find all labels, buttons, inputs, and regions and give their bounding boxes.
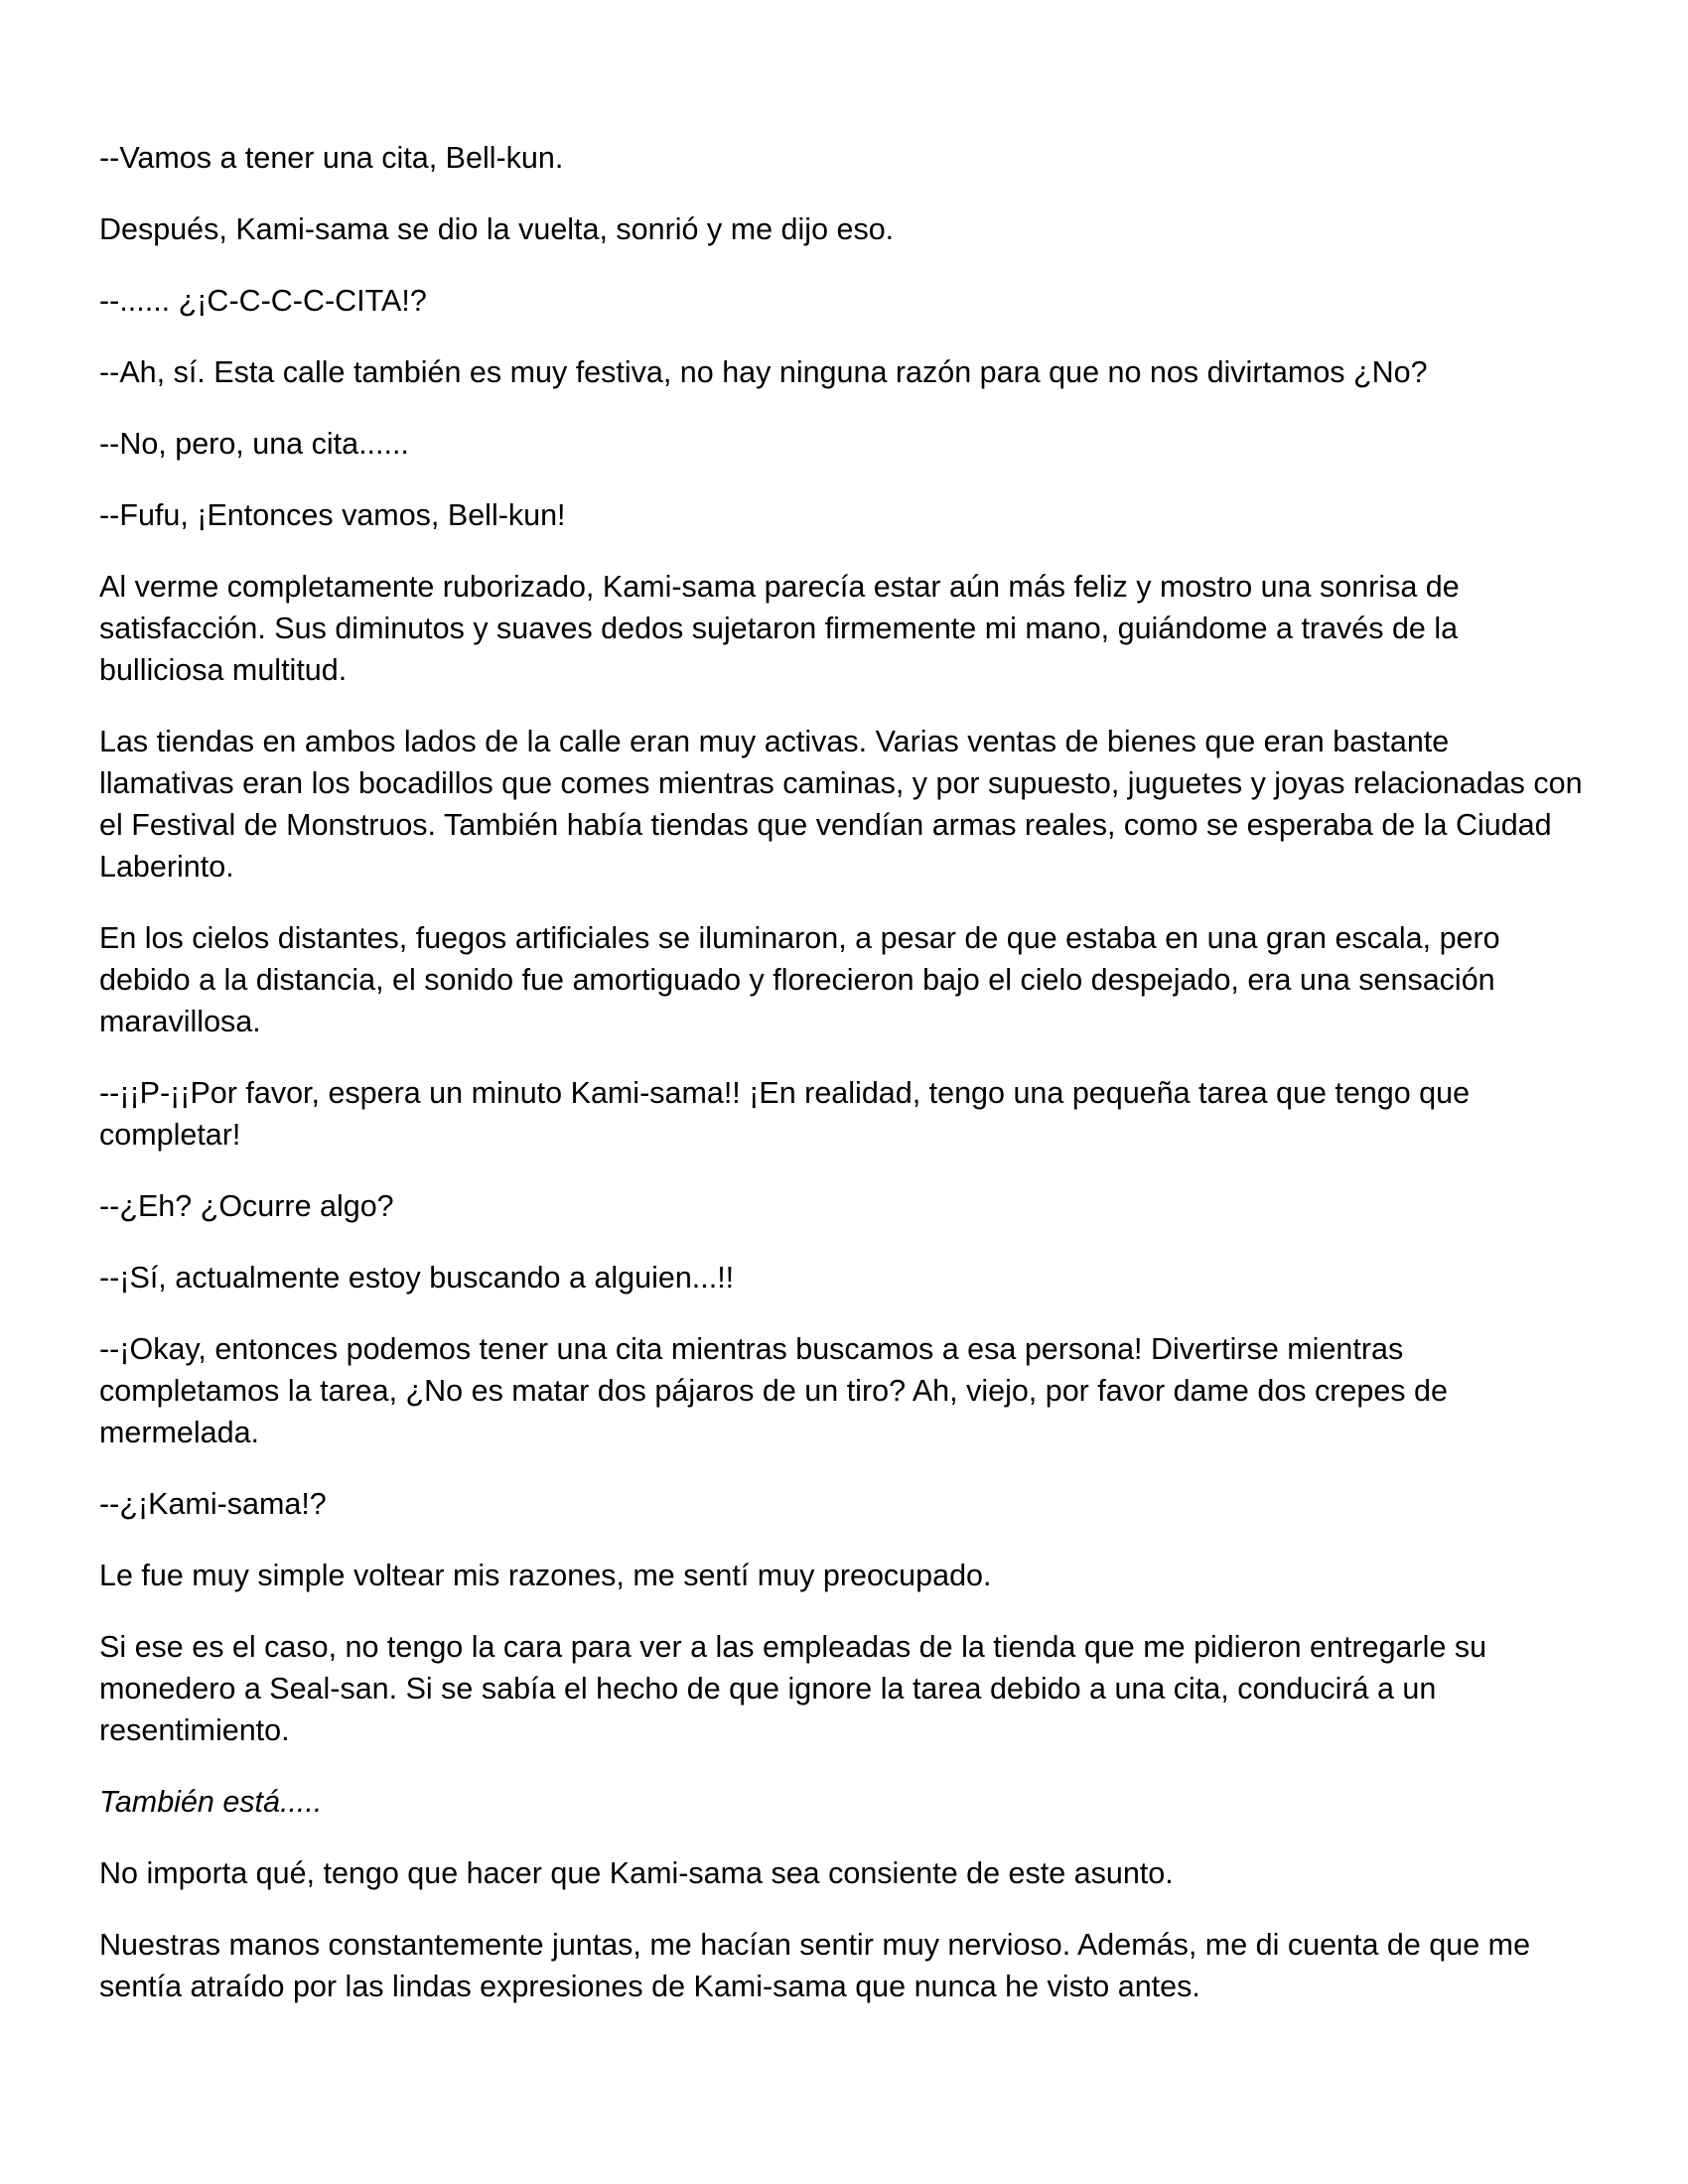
paragraph-narration: Al verme completamente ruborizado, Kami-sama parecía estar aún más feliz y mostro una sonrisa de satisfacción. Sus diminutos y suaves dedos sujetaron firmemente mi mano, guiándome a través de la bulliciosa multitud. bbox=[99, 570, 1460, 687]
paragraph-dialogue: --...... ¿¡C-C-C-C-CITA!? bbox=[99, 284, 427, 318]
paragraph-dialogue: --Ah, sí. Esta calle también es muy festiva, no hay ninguna razón para que no nos divirtamos ¿No? bbox=[99, 355, 1428, 389]
paragraph-dialogue: --¡¡P-¡¡Por favor, espera un minuto Kami-sama!! ¡En realidad, tengo una pequeña tarea que tengo que completar! bbox=[99, 1076, 1471, 1152]
paragraph-inner-thought: También está..... bbox=[99, 1785, 323, 1819]
paragraph-narration: Después, Kami-sama se dio la vuelta, sonrió y me dijo eso. bbox=[99, 212, 895, 246]
paragraph-narration: Si ese es el caso, no tengo la cara para ver a las empleadas de la tienda que me pidieron entregarle su monedero a Seal-san. Si se sabía el hecho de que ignore la tarea debido a una cita, conducirá a un resentimiento. bbox=[99, 1630, 1487, 1747]
document-body bbox=[99, 137, 1589, 2007]
paragraph-dialogue: --¿¡Kami-sama!? bbox=[99, 1487, 327, 1521]
paragraph-dialogue: --¿Eh? ¿Ocurre algo? bbox=[99, 1189, 394, 1223]
paragraph-dialogue: --Vamos a tener una cita, Bell-kun. bbox=[99, 141, 564, 175]
paragraph-narration: En los cielos distantes, fuegos artificiales se iluminaron, a pesar de que estaba en una gran escala, pero debido a la distancia, el sonido fue amortiguado y florecieron bajo el cielo despejado, era una sensación maravillosa. bbox=[99, 921, 1500, 1038]
paragraph-dialogue: --No, pero, una cita...... bbox=[99, 427, 409, 461]
paragraph-dialogue: --¡Okay, entonces podemos tener una cita mientras buscamos a esa persona! Divertirse mientras completamos la tarea, ¿No es matar dos pájaros de un tiro? Ah, viejo, por favor dame dos crepes de mermelada. bbox=[99, 1332, 1448, 1449]
paragraph-narration: No importa qué, tengo que hacer que Kami-sama sea consiente de este asunto. bbox=[99, 1856, 1174, 1890]
paragraph-dialogue: --¡Sí, actualmente estoy buscando a alguien...!! bbox=[99, 1261, 735, 1295]
paragraph-narration: Nuestras manos constantemente juntas, me hacían sentir muy nervioso. Además, me di cuenta de que me sentía atraído por las lindas expresiones de Kami-sama que nunca he visto antes. bbox=[99, 1928, 1531, 2003]
paragraph-narration: Le fue muy simple voltear mis razones, me sentí muy preocupado. bbox=[99, 1559, 992, 1592]
paragraph-narration: Las tiendas en ambos lados de la calle eran muy activas. Varias ventas de bienes que eran bastante llamativas eran los bocadillos que comes mientras caminas, y por supuesto, juguetes y joyas relacionadas con el Festival de Monstruos. También había tiendas que vendían armas reales, como se esperaba de la Ciudad Laberinto. bbox=[99, 725, 1583, 884]
paragraph-dialogue: --Fufu, ¡Entonces vamos, Bell-kun! bbox=[99, 498, 566, 532]
